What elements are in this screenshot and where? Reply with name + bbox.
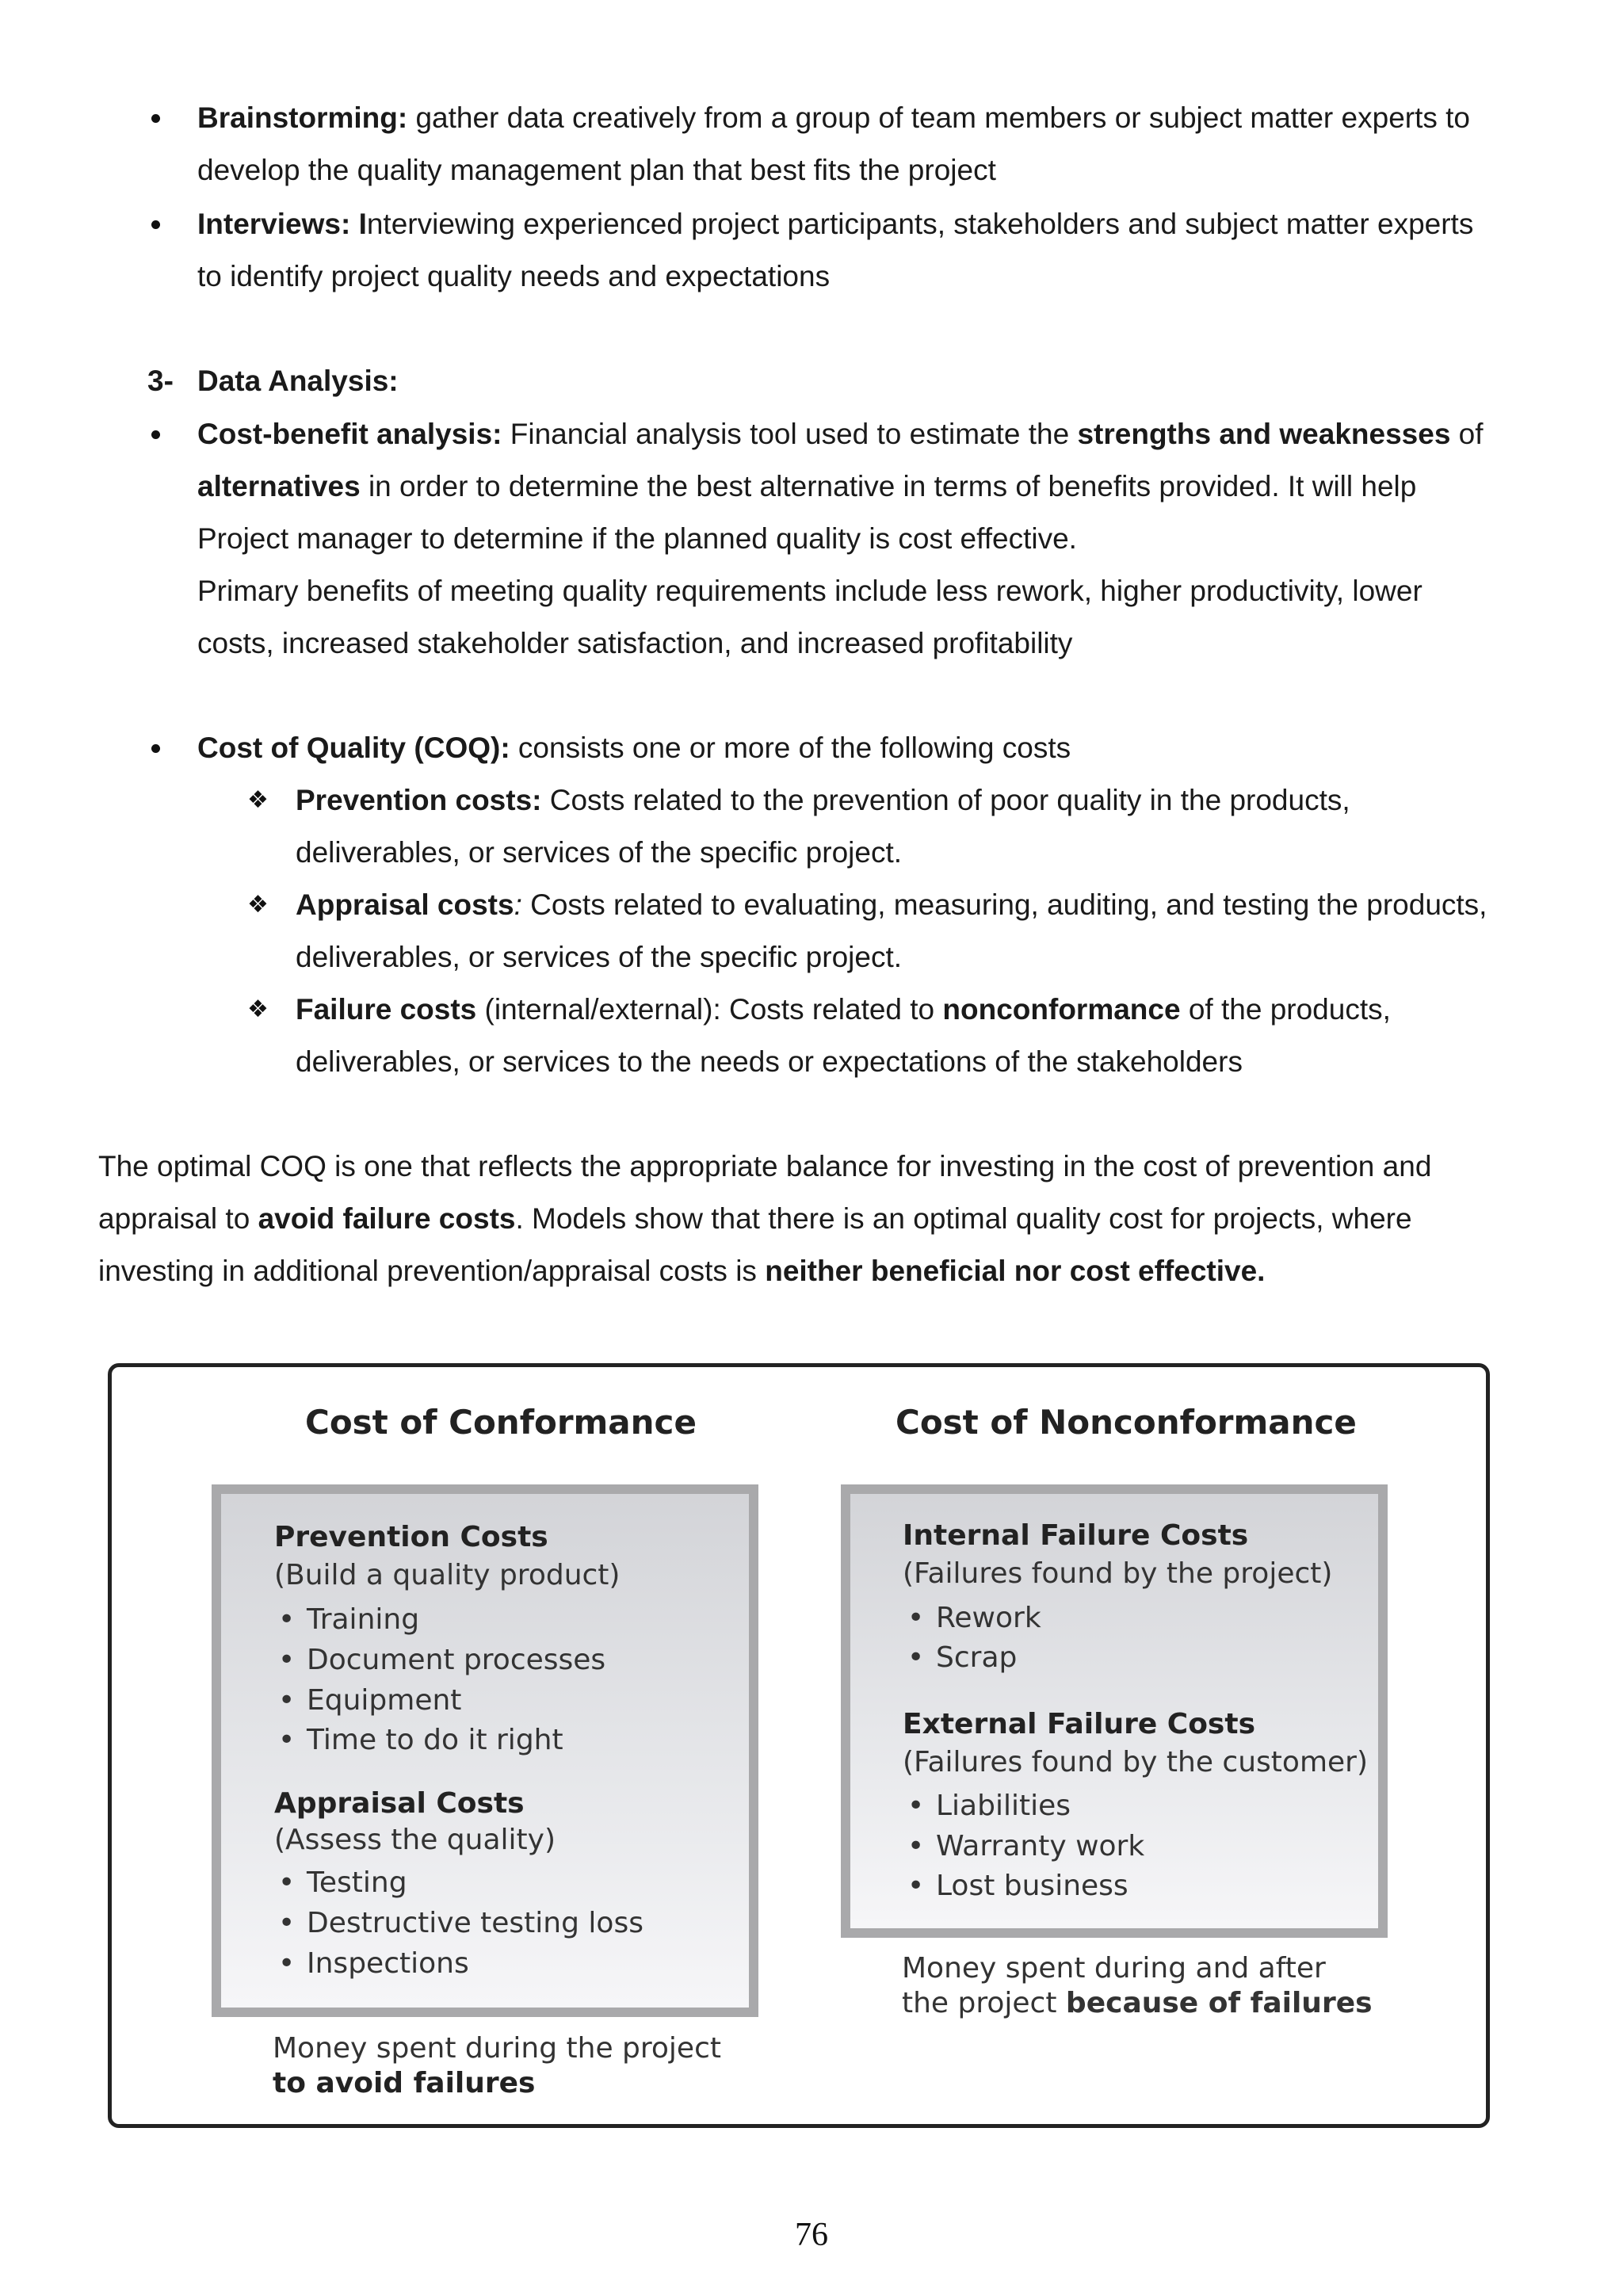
coq-prevention-costs: Prevention costs: Costs related to the prevention of poor quality in the products, deliverables, or services of the specific project.: [296, 784, 1350, 869]
diamond-bullet-icon: ❖: [247, 891, 269, 919]
list-item: Lost business: [936, 1870, 1128, 1902]
bullet-dot: [151, 220, 160, 229]
internal-failure-costs-title: Internal Failure Costs: [903, 1519, 1249, 1552]
nonconformance-caption-line1: Money spent during and after: [902, 1952, 1326, 1985]
list-item: Liabilities: [936, 1790, 1071, 1822]
nonconformance-box: Internal Failure Costs (Failures found by the project) • Rework • Scrap External Failure Costs (Failures found by the customer) • Liabilities • Warranty work • Lost business: [841, 1484, 1388, 1938]
coq-failure-costs: Failure costs (internal/external): Costs related to nonconformance of the products, deliverables, or services to the needs or expectations of the stakeholders: [296, 993, 1391, 1078]
term-interviews: Interviews: I: [197, 208, 367, 240]
appraisal-costs-title: Appraisal Costs: [274, 1787, 525, 1820]
term-brainstorming: Brainstorming:: [197, 101, 408, 134]
bullet-cost-of-quality: Cost of Quality (COQ): consists one or more of the following costs: [197, 732, 1071, 764]
list-item: Scrap: [936, 1641, 1018, 1674]
page-number: 76: [795, 2217, 828, 2253]
bullet-brainstorming: Brainstorming: gather data creatively from a group of team members or subject matter experts to develop the quality management plan that best fits the project: [197, 101, 1471, 186]
summary-paragraph: The optimal COQ is one that reflects the appropriate balance for investing in the cost of prevention and appraisal to avoid failure costs. Models show that there is an optimal quality cost for projects, where investing in additional prevention/appraisal costs is neither beneficial nor cost effective.: [98, 1150, 1432, 1287]
list-item: Destructive testing loss: [307, 1907, 643, 1939]
heading-cost-of-nonconformance: Cost of Nonconformance: [896, 1403, 1357, 1442]
conformance-box: Prevention Costs (Build a quality product) • Training • Document processes • Equipment • Time to do it right Appraisal Costs (Assess the quality) • Testing • Destructive testing loss • Inspections: [212, 1484, 758, 2017]
list-item: Testing: [307, 1866, 407, 1899]
cost-of-quality-figure: [108, 1363, 1490, 2128]
diamond-bullet-icon: ❖: [247, 995, 269, 1023]
conformance-caption-line2: to avoid failures: [273, 2067, 536, 2099]
external-failure-costs-title: External Failure Costs: [903, 1708, 1255, 1740]
appraisal-costs-subtitle: (Assess the quality): [274, 1824, 556, 1856]
list-item: Time to do it right: [307, 1724, 563, 1756]
list-item: Rework: [936, 1602, 1041, 1634]
bullet-dot: [151, 744, 160, 753]
list-item: Warranty work: [936, 1830, 1145, 1862]
prevention-costs-subtitle: (Build a quality product): [274, 1559, 621, 1591]
section-number: 3-: [147, 365, 174, 397]
heading-cost-of-conformance: Cost of Conformance: [305, 1403, 697, 1442]
list-item: Inspections: [307, 1947, 469, 1980]
bullet-dot: [151, 430, 160, 439]
prevention-costs-title: Prevention Costs: [274, 1521, 548, 1553]
bullet-dot: [151, 114, 160, 123]
diamond-bullet-icon: ❖: [247, 786, 269, 814]
list-item: Equipment: [307, 1684, 462, 1717]
conformance-caption-line1: Money spent during the project: [273, 2032, 721, 2065]
nonconformance-caption-line2: the project because of failures: [902, 1987, 1373, 2019]
list-item: Training: [307, 1603, 420, 1636]
coq-appraisal-costs: Appraisal costs: Costs related to evaluating, measuring, auditing, and testing the products, deliverables, or services of the specific project.: [296, 888, 1487, 973]
bullet-cost-benefit-analysis: Cost-benefit analysis: Financial analysis tool used to estimate the strengths and weaknesses of alternatives in order to determine the best alternative in terms of benefits provided. It will help Project manager to determine if the planned quality is cost effective. Primary benefits of meeting quality requirements include less rework, higher productivity, lower costs, increased stakeholder satisfaction, and increased profitability: [197, 418, 1484, 659]
list-item: Document processes: [307, 1644, 606, 1676]
section-title: Data Analysis:: [197, 365, 399, 397]
internal-failure-costs-subtitle: (Failures found by the project): [903, 1557, 1333, 1590]
external-failure-costs-subtitle: (Failures found by the customer): [903, 1746, 1369, 1778]
bullet-interviews: Interviews: Interviewing experienced project participants, stakeholders and subject matter experts to identify project quality needs and expectations: [197, 208, 1474, 292]
